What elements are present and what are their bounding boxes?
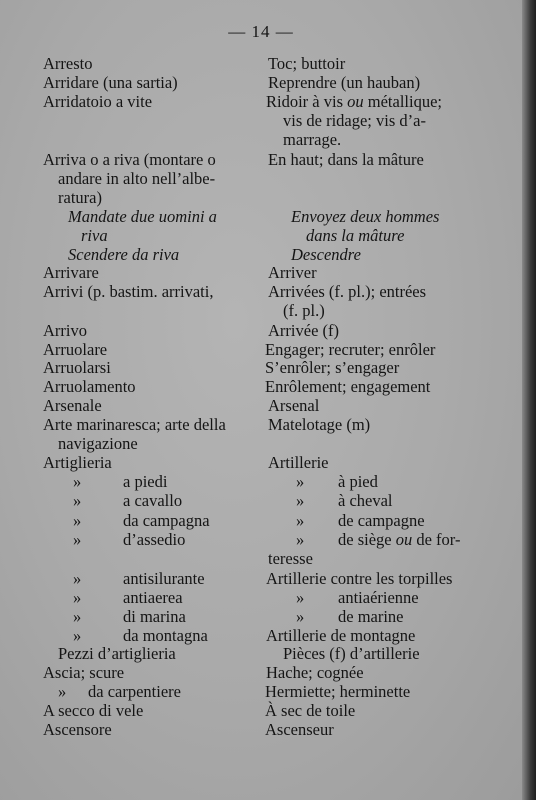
entry-it-sub: a cavallo (123, 491, 183, 510)
entry-fr-text: de siège (338, 530, 396, 549)
entry-fr: Reprendre (un hauban) (268, 73, 421, 92)
ditto-mark: » (73, 588, 82, 607)
ditto-mark: » (73, 491, 82, 510)
ditto-mark: » (73, 511, 82, 530)
entry-fr-continued: teresse (268, 549, 313, 568)
entry-it: Arridatoio a vite (43, 92, 153, 111)
entry-fr-italic: ou (395, 530, 413, 549)
entry-fr: Hache; cognée (266, 663, 364, 682)
entry-it-continued: ratura) (58, 188, 102, 207)
entry-fr-italic: ou (347, 92, 364, 111)
entry-it-continued: navigazione (58, 434, 138, 453)
phrase-it-continued: riva (81, 226, 108, 245)
entry-it: Arrivare (43, 263, 99, 282)
entry-fr-continued: (f. pl.) (283, 301, 325, 320)
phrase-fr: Descendre (291, 245, 361, 264)
page-number: — 14 — (228, 22, 294, 41)
entry-it: Arruolarsi (43, 358, 111, 377)
entry-fr-sub: à cheval (338, 491, 393, 510)
entry-fr-continued: marrage. (283, 130, 342, 149)
entry-fr: Artillerie (268, 453, 329, 472)
phrase-fr-continued: dans la mâture (306, 226, 405, 245)
entry-it-sub: da carpentiere (88, 682, 181, 701)
entry-fr-text: de for- (412, 530, 461, 549)
entry-it: Arruolamento (43, 377, 136, 396)
entry-fr-sub: à pied (338, 472, 378, 491)
ditto-mark: » (296, 588, 305, 607)
entry-it-continued: andare in alto nell’albe- (58, 169, 216, 188)
entry-it: A secco di vele (43, 701, 144, 720)
entry-it: Arsenale (43, 396, 102, 415)
ditto-mark: » (73, 626, 82, 645)
ditto-mark: » (73, 530, 82, 549)
ditto-mark: » (296, 607, 305, 626)
ditto-mark: » (296, 491, 305, 510)
ditto-mark: » (73, 607, 82, 626)
entry-it: Pezzi d’artiglieria (58, 644, 176, 663)
entry-fr: Arsenal (268, 396, 320, 415)
entry-fr: Arrivée (f) (268, 321, 339, 340)
phrase-it: Scendere da riva (68, 245, 180, 264)
entry-it-sub: antiaerea (123, 588, 183, 607)
ditto-mark: » (296, 530, 305, 549)
entry-it: Arresto (43, 54, 93, 73)
ditto-mark: » (296, 511, 305, 530)
entry-fr: Arrivées (f. pl.); entrées (268, 282, 427, 301)
entry-fr: Artillerie contre les torpilles (266, 569, 453, 588)
entry-it: Ascensore (43, 720, 112, 739)
entry-it: Artiglieria (43, 453, 112, 472)
entry-fr: Enrôlement; engagement (265, 377, 431, 396)
entry-it-sub: d’assedio (123, 530, 186, 549)
entry-fr: S’enrôler; s’engager (265, 358, 400, 377)
entry-fr-sub (338, 531, 460, 549)
ditto-mark: » (58, 682, 67, 701)
entry-it-sub: da montagna (123, 626, 208, 645)
entry-fr: Engager; recruter; enrôler (265, 340, 436, 359)
entry-it: Arriva o a riva (montare o (43, 150, 216, 169)
entry-fr: Artillerie de montagne (266, 626, 416, 645)
entry-fr: Ascenseur (265, 720, 334, 739)
entry-fr-text: Ridoir à vis (266, 92, 348, 111)
entry-fr (266, 93, 442, 111)
entry-it: Arridare (una sartia) (43, 73, 178, 92)
entry-it: Arruolare (43, 340, 108, 359)
ditto-mark: » (73, 569, 82, 588)
entry-it-sub: da campagna (123, 511, 210, 530)
ditto-mark: » (73, 472, 82, 491)
entry-fr: Arriver (268, 263, 317, 282)
entry-fr-sub: antiaérienne (338, 588, 419, 607)
entry-fr: Pièces (f) d’artillerie (283, 644, 420, 663)
entry-fr: Toc; buttoir (268, 54, 346, 73)
entry-it: Arrivi (p. bastim. arrivati, (43, 282, 214, 301)
entry-it-sub: antisilurante (123, 569, 205, 588)
entry-it-sub: di marina (123, 607, 186, 626)
entry-it: Arrivo (43, 321, 87, 340)
entry-fr-text: métallique; (363, 92, 442, 111)
phrase-it: Mandate due uomini a (68, 207, 217, 226)
entry-fr: À sec de toile (265, 701, 356, 720)
entry-it: Ascia; scure (43, 663, 125, 682)
entry-fr: Matelotage (m) (268, 415, 371, 434)
entry-fr: Hermiette; herminette (265, 682, 411, 701)
entry-fr-continued: vis de ridage; vis d’a- (283, 111, 426, 130)
entry-fr-sub: de marine (338, 607, 404, 626)
entry-it-sub: a piedi (123, 472, 168, 491)
entry-fr-sub: de campagne (338, 511, 425, 530)
ditto-mark: » (296, 472, 305, 491)
page-edge-shadow (522, 0, 536, 800)
entry-it: Arte marinaresca; arte della (43, 415, 226, 434)
phrase-fr: Envoyez deux hommes (291, 207, 440, 226)
entry-fr: En haut; dans la mâture (268, 150, 424, 169)
